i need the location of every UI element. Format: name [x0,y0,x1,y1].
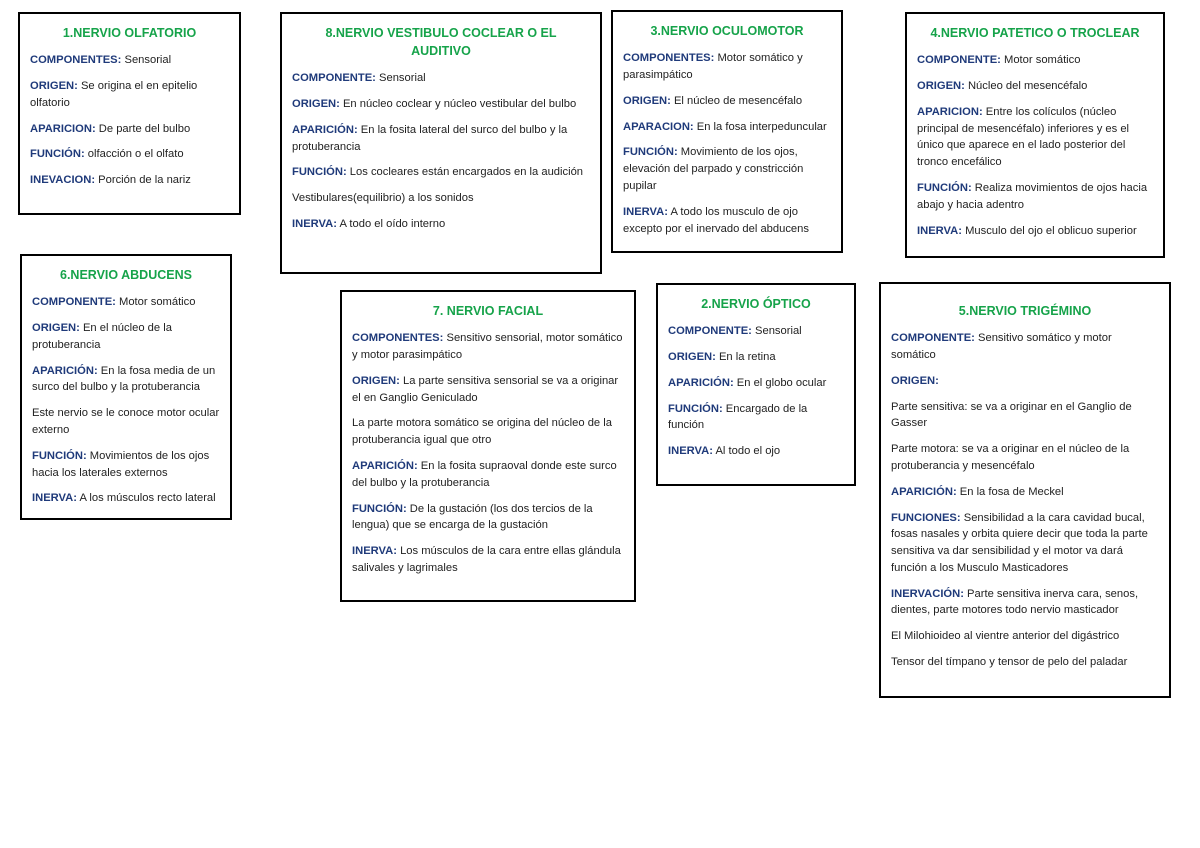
card-nervio-abducens [20,254,232,520]
entry-funcion: FUNCIÓN: Los cocleares están encargados en la audición [292,166,584,179]
entry-inerva: INERVA: Musculo del ojo el oblicuo superior [917,224,1137,237]
entry-note: Este nervio se le conoce motor ocular externo [32,407,220,436]
entry-funcion: FUNCIÓN: Movimiento de los ojos, elevación del parpado y constricción pupilar [623,146,804,192]
entry-inerva: INERVA: Los músculos de la cara entre ellas glándula salivales y lagrimales [352,545,621,574]
entry-aparicion: APARICIÓN: En el globo ocular [668,376,827,389]
entry-inervacion: INEVACION: Porción de la nariz [30,174,191,187]
entry-componentes: COMPONENTES: Sensorial [30,54,172,67]
entry-origen: ORIGEN: La parte sensitiva sensorial se va a originar el en Ganglio Geniculado [352,374,619,404]
entry-aparicion: APARICION: De parte del bulbo [30,122,191,135]
entry-tensor: Tensor del tímpano y tensor de pelo del paladar [891,656,1128,669]
entry-componentes: COMPONENTES: Motor somático y parasimpático [623,52,803,81]
entry-aparicion: APARICIÓN: En la fosita supraoval donde este surco del bulbo y la protuberancia [352,459,617,489]
card-title: 7. NERVIO FACIAL [432,304,544,318]
entry-funcion: FUNCIÓN: Realiza movimientos de ojos hacia abajo y hacia adentro [917,181,1148,211]
entry-aparicion: APARICIÓN: En la fosita lateral del surco del bulbo y la protuberancia [292,123,568,153]
card-nervio-facial [340,290,636,602]
entry-funcion: FUNCIÓN: De la gustación (los dos tercios de la lengua) que se encarga de la gustación [352,502,593,532]
card-nervio-patetico [905,12,1165,258]
card-nervio-optico [656,283,856,486]
entry-parte-motora: Parte motora: se va a originar en el núcleo de la protuberancia y mesencéfalo [891,443,1130,472]
entry-aparicion: APARICION: Entre los colículos (núcleo principal de mesencéfalo) inferiores y es el único que aparece en el lado posterior del tronco encefálico [917,105,1130,169]
card-title: 2.NERVIO ÓPTICO [701,297,811,311]
entry-note: Vestibulares(equilibrio) a los sonidos [292,192,474,205]
entry-funcion: FUNCIÓN: Encargado de la función [668,402,808,432]
card-nervio-olfatorio [18,12,241,215]
entry-inerva: INERVA: A los músculos recto lateral [32,492,216,505]
entry-aparicion: APARICIÓN: En la fosa de Meckel [891,485,1064,498]
entry-funcion: FUNCIÓN: Movimientos de los ojos hacia los laterales externos [32,449,210,479]
entry-origen: ORIGEN: En núcleo coclear y núcleo vestibular del bulbo [292,98,577,111]
entry-origen: ORIGEN: Se origina el en epitelio olfatorio [30,79,198,109]
entry-origen: ORIGEN: El núcleo de mesencéfalo [623,94,803,107]
card-title: 4.NERVIO PATETICO O TROCLEAR [930,26,1140,40]
entry-origen: ORIGEN: En el núcleo de la protuberancia [32,321,172,351]
card-title: 3.NERVIO OCULOMOTOR [650,24,804,38]
entry-inerva: INERVA: A todo los musculo de ojo excepto por el inervado del abducens [623,205,809,235]
entry-origen: ORIGEN: [891,374,939,387]
entry-note: La parte motora somático se origina del núcleo de la protuberancia igual que otro [352,417,612,447]
card-nervio-trigemino [879,282,1171,698]
card-nervio-vestibulo-coclear [280,12,602,274]
card-nervio-oculomotor [611,10,843,253]
entry-aparicion: APARICIÓN: En la fosa media de un surco del bulbo y la protuberancia [32,364,216,394]
entry-componente: COMPONENTE: Sensorial [668,325,802,338]
entry-inerva: INERVA: A todo el oído interno [292,218,446,231]
entry-parte-sensitiva: Parte sensitiva: se va a originar en el Ganglio de Gasser [891,400,1132,430]
entry-componente: COMPONENTE: Motor somático [917,54,1081,67]
entry-origen: ORIGEN: En la retina [668,350,776,363]
card-title: 8.NERVIO VESTIBULO COCLEAR O EL AUDITIVO [325,26,557,59]
entry-inervacion: INERVACIÓN: Parte sensitiva inerva cara, senos, dientes, parte motores todo nervio masticador [891,587,1139,617]
entry-componente: COMPONENTE: Motor somático [32,296,196,309]
entry-componente: COMPONENTE: Sensorial [292,72,426,85]
entry-aparicion: APARACION: En la fosa interpeduncular [623,120,827,133]
entry-componentes: COMPONENTES: Sensitivo sensorial, motor somático y motor parasimpático [352,332,623,361]
entry-milohioideo: El Milohioideo al vientre anterior del digástrico [891,630,1120,643]
entry-origen: ORIGEN: Núcleo del mesencéfalo [917,79,1088,92]
card-title: 5.NERVIO TRIGÉMINO [958,304,1092,318]
card-title: 6.NERVIO ABDUCENS [60,268,192,282]
entry-componente: COMPONENTE: Sensitivo somático y motor somático [891,332,1112,361]
entry-funcion: FUNCIÓN: olfacción o el olfato [30,148,184,161]
card-title: 1.NERVIO OLFATORIO [62,26,197,40]
entry-funciones: FUNCIONES: Sensibilidad a la cara cavidad bucal, fosas nasales y orbita quiere decir que toda la parte sensitiva va dar sensibilidad y el motor va dará función a los Musculo Masticadores [891,511,1148,574]
entry-inerva: INERVA: Al todo el ojo [668,445,781,458]
